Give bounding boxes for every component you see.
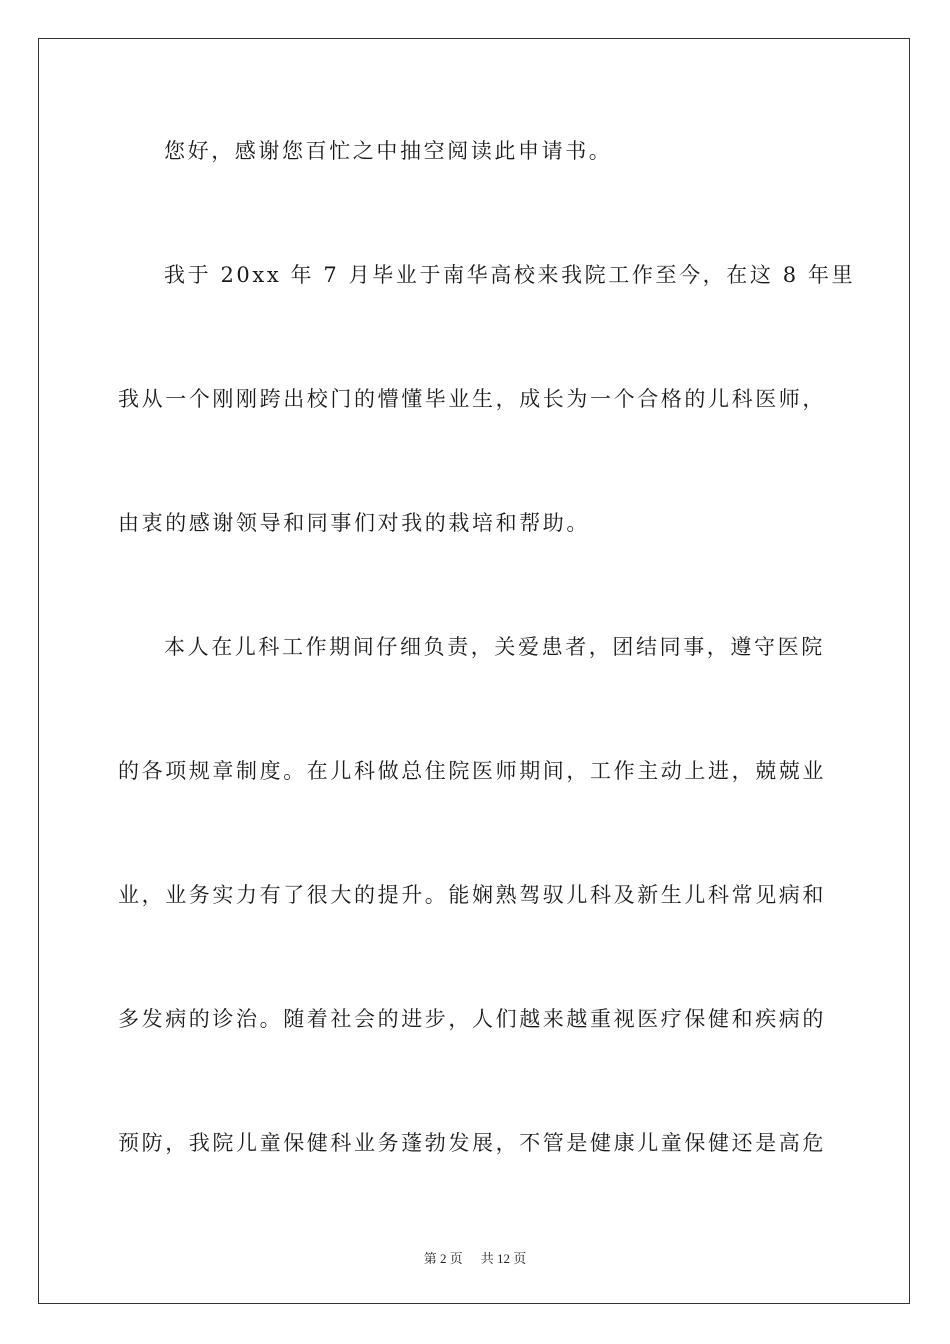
paragraph-line: 多发病的诊治。随着社会的进步，人们越来越重视医疗保健和疾病的 [118, 1007, 826, 1031]
paragraph-line: 您好，感谢您百忙之中抽空阅读此申请书。 [164, 139, 613, 163]
page-number: 第 2 页 [423, 1251, 463, 1266]
total-pages: 共 12 页 [480, 1251, 527, 1266]
paragraph-line: 由衷的感谢领导和同事们对我的栽培和帮助。 [118, 511, 590, 535]
paragraph-line: 业，业务实力有了很大的提升。能娴熟驾驭儿科及新生儿科常见病和 [118, 883, 826, 907]
paragraph-line: 的各项规章制度。在儿科做总住院医师期间，工作主动上进，兢兢业 [118, 759, 826, 783]
page-border [38, 38, 910, 1304]
paragraph-line: 预防，我院儿童保健科业务蓬勃发展，不管是健康儿童保健还是高危 [118, 1131, 826, 1155]
paragraph-line: 我于 20xx 年 7 月毕业于南华高校来我院工作至今，在这 8 年里 [164, 263, 856, 287]
paragraph-line: 我从一个刚刚跨出校门的懵懂毕业生，成长为一个合格的儿科医师， [118, 387, 826, 411]
page-footer [0, 1248, 950, 1267]
paragraph-line: 本人在儿科工作期间仔细负责，关爱患者，团结同事，遵守医院 [164, 635, 825, 659]
